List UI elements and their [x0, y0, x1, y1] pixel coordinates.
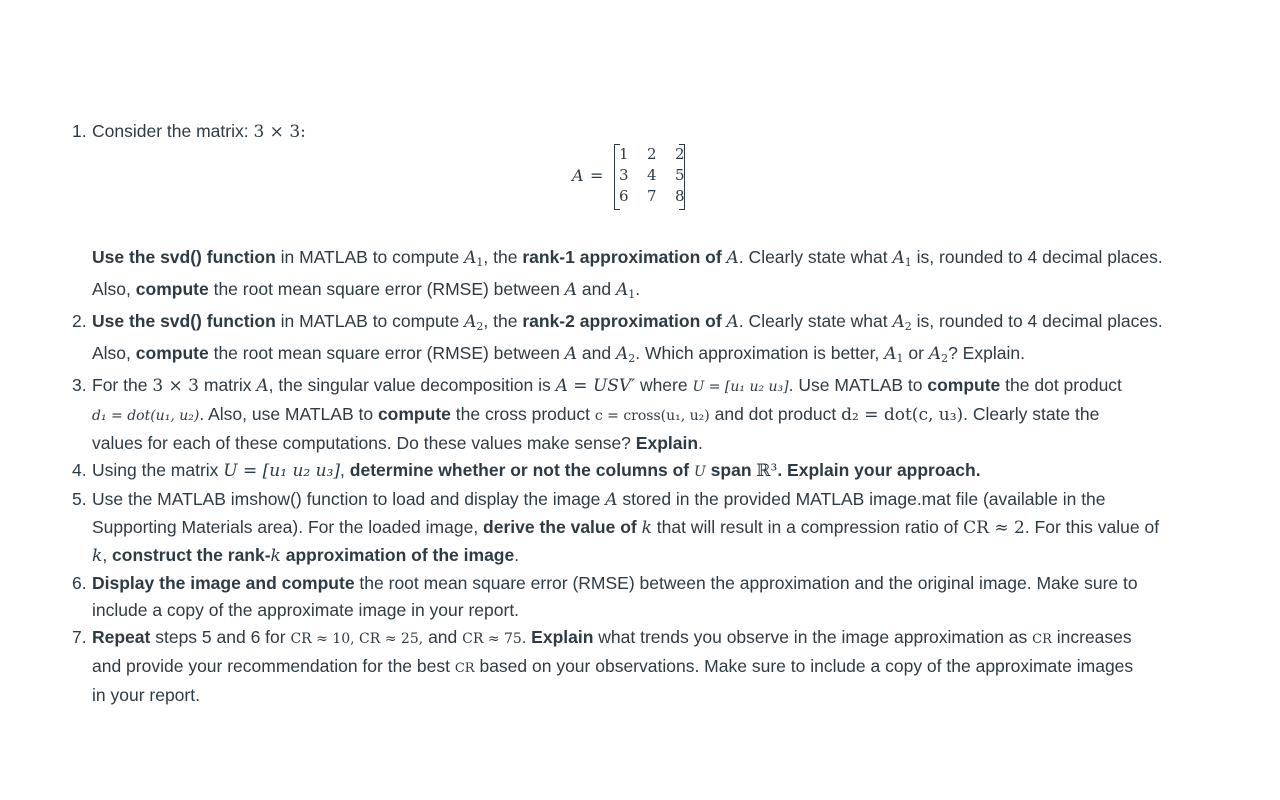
question-number: 6.	[72, 573, 87, 593]
math-a2: $A_2$	[615, 344, 636, 365]
text: , the	[483, 247, 523, 267]
assignment-document	[72, 118, 1182, 146]
text: based on your observations. Make sure to include a copy of the approximate images	[474, 656, 1134, 676]
math-a: A	[564, 280, 577, 300]
math-a1: $A_1$	[892, 248, 912, 269]
question-2	[72, 308, 1182, 372]
matrix-dimension: 3 × 3:	[253, 122, 306, 142]
math-cr: CR	[1032, 632, 1052, 647]
text: Also,	[92, 279, 136, 299]
math-a1: $A_1$	[884, 344, 904, 365]
math-a: A	[726, 312, 739, 332]
bold-text: compute	[377, 404, 451, 424]
text: , the	[483, 311, 523, 331]
text: , the singular value decomposition is	[268, 375, 556, 395]
matrix-cell: 6	[619, 187, 629, 205]
text: is, rounded to 4 decimal places.	[911, 247, 1163, 267]
question-3	[72, 372, 1182, 457]
bold-text: Display the image and compute	[92, 573, 355, 593]
text: . For this value of	[1024, 517, 1160, 537]
bold-text: Use the svd() function	[92, 247, 276, 267]
bold-text: compute	[135, 343, 209, 363]
question-number: 7.	[72, 627, 87, 647]
text: the root mean square error (RMSE) between the approximation and the original image. Make sure to	[354, 573, 1138, 593]
bold-text: Repeat	[92, 627, 151, 647]
text: .	[698, 433, 703, 453]
math-cr: CR ≈ 10, CR ≈ 25,	[290, 631, 424, 647]
math-a1: $A_1$	[615, 280, 636, 301]
bold-text: approximation of the image	[280, 545, 515, 565]
matrix-cell: 3	[619, 166, 629, 184]
text: increases	[1051, 627, 1132, 647]
right-bracket	[679, 144, 685, 210]
question-number: 5.	[72, 489, 87, 509]
text: and	[577, 279, 616, 299]
matrix-cell: 4	[647, 166, 657, 184]
text: .	[514, 545, 520, 565]
text: stored in the provided MATLAB image.mat file (available in the	[617, 489, 1106, 509]
math-a: A	[605, 490, 618, 510]
text: ,	[340, 460, 350, 480]
question-list	[72, 244, 1182, 709]
text: Use the MATLAB imshow() function to load and display the image	[92, 489, 606, 509]
math-u: U	[693, 464, 706, 480]
matrix-entries	[619, 145, 687, 208]
text: ,	[102, 545, 113, 565]
text: . Which approximation is better,	[635, 343, 885, 363]
text: in MATLAB to compute	[275, 247, 465, 267]
text: Supporting Materials area). For the loaded image,	[92, 517, 484, 537]
text: the dot product	[1000, 375, 1122, 395]
math-d1: d₁ = dot(u₁, u₂)	[92, 408, 200, 424]
text: and	[423, 627, 463, 647]
math-k: k	[641, 518, 652, 538]
text: is, rounded to 4 decimal places.	[911, 311, 1163, 331]
math-u: U = [u₁ u₂ u₃]	[223, 461, 341, 481]
text: .	[635, 279, 641, 299]
text: . Clearly state what	[738, 247, 893, 267]
text: Using the matrix	[92, 460, 224, 480]
text: in MATLAB to compute	[275, 311, 465, 331]
text: the root mean square error (RMSE) between	[208, 343, 565, 363]
bold-text: Explain	[531, 627, 594, 647]
question-number: 4.	[72, 460, 87, 480]
bold-text: compute	[927, 375, 1001, 395]
text: Also,	[92, 343, 136, 363]
text: . Also, use MATLAB to	[199, 404, 378, 424]
text: or	[903, 343, 929, 363]
math-a: A	[256, 376, 269, 396]
bold-text: derive the value of	[483, 517, 642, 537]
math-r3: ℝ³	[756, 461, 778, 481]
bold-text: rank-2 approximation of	[522, 311, 727, 331]
math-a2: $A_2$	[892, 312, 912, 333]
text: what trends you observe in the image approximation as	[593, 627, 1033, 647]
question-number: 3.	[72, 375, 87, 395]
question-text: Consider the matrix:	[92, 121, 254, 141]
math-a: A	[564, 344, 577, 364]
text: the cross product	[450, 404, 595, 424]
text: ? Explain.	[948, 343, 1025, 363]
question-number: 2.	[72, 311, 87, 331]
matrix-cell: 7	[647, 187, 657, 205]
matrix-cell: 8	[675, 187, 685, 205]
math-dim: 3 × 3	[152, 376, 199, 396]
question-1-body	[72, 244, 1182, 308]
text: the root mean square error (RMSE) between	[208, 279, 565, 299]
math-c: c = cross(u₁, u₂)	[594, 408, 710, 424]
math-a1: $A_1$	[464, 248, 484, 269]
matrix-cell: 2	[675, 145, 685, 163]
text: For the	[92, 375, 153, 395]
question-5	[72, 486, 1182, 570]
math-d2: d₂ = dot(c, u₃)	[841, 405, 964, 425]
text: . Clearly state what	[738, 311, 893, 331]
matrix-a	[568, 144, 688, 208]
bold-text: Explain	[635, 433, 699, 453]
math-k: k	[270, 546, 281, 566]
text: matrix	[199, 375, 257, 395]
text: in your report.	[92, 685, 200, 705]
matrix-cell: 2	[647, 145, 657, 163]
question-7	[72, 624, 1182, 709]
math-u: U = [u₁ u₂ u₃]	[692, 379, 789, 395]
text: and provide your recommendation for the best	[92, 656, 455, 676]
bold-text: span	[705, 460, 757, 480]
math-a: A	[726, 248, 739, 268]
math-cr: CR ≈ 75.	[462, 631, 527, 647]
bold-text: determine whether or not the columns of	[349, 460, 694, 480]
bold-text: construct the rank-	[112, 545, 271, 565]
text: steps 5 and 6 for	[150, 627, 291, 647]
bold-text: Use the svd() function	[92, 311, 276, 331]
text: and	[577, 343, 616, 363]
question-1	[72, 118, 1182, 146]
math-svd: A = USV′	[555, 376, 636, 396]
math-a2: $A_2$	[464, 312, 484, 333]
text: . Use MATLAB to	[788, 375, 928, 395]
math-cr: CR ≈ 2	[963, 518, 1025, 538]
text: that will result in a compression ratio of	[651, 517, 964, 537]
math-k: k	[92, 546, 103, 566]
text: include a copy of the approximate image in your report.	[92, 600, 520, 620]
matrix-cell: 5	[675, 166, 685, 184]
question-4	[72, 457, 1182, 486]
math-cr: CR	[454, 661, 475, 676]
text: values for each of these computations. Do these values make sense?	[92, 433, 636, 453]
bold-text: rank-1 approximation of	[522, 247, 727, 267]
text: . Clearly state the	[963, 404, 1100, 424]
matrix-cell: 1	[619, 145, 629, 163]
question-number: 1.	[72, 121, 87, 141]
math-a2: $A_2$	[928, 344, 949, 365]
bold-text: compute	[135, 279, 209, 299]
text: and dot product	[709, 404, 842, 424]
bold-text: . Explain your approach.	[777, 460, 981, 480]
matrix-equals: =	[590, 166, 604, 185]
question-6	[72, 570, 1182, 624]
text: where	[635, 375, 693, 395]
matrix-label: A	[572, 166, 584, 185]
